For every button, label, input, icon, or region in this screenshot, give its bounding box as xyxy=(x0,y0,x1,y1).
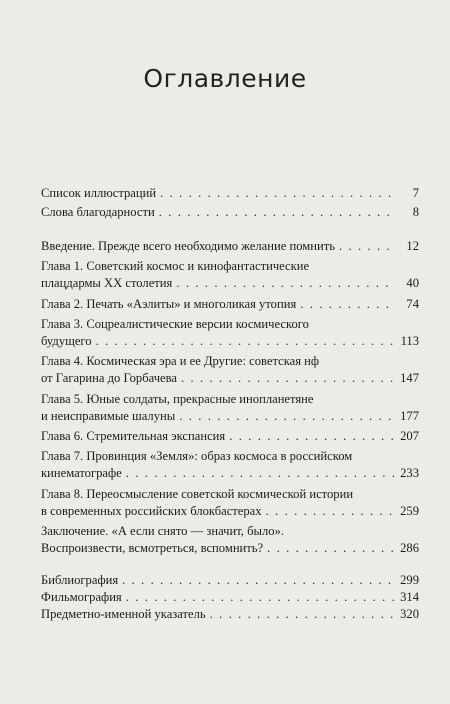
toc-entry-title: Глава 6. Стремительная экспансия xyxy=(41,429,226,444)
toc-row xyxy=(41,503,419,520)
chapters-list xyxy=(41,238,419,560)
dot-leader xyxy=(126,465,395,482)
toc-entry xyxy=(41,606,419,623)
toc-page-number: 177 xyxy=(400,408,419,423)
dot-leader xyxy=(176,275,395,292)
toc-entry xyxy=(41,296,419,313)
toc-entry-title-line: Заключение. «А если снято — значит, было». xyxy=(41,524,284,539)
front-matter-list xyxy=(41,185,419,223)
toc-page-number: 40 xyxy=(406,276,419,291)
dot-leader xyxy=(229,428,395,445)
toc-entry-title-line: Глава 3. Соцреалистические версии космического xyxy=(41,316,309,331)
toc-row xyxy=(41,204,419,221)
toc-row xyxy=(41,370,419,387)
toc-row xyxy=(41,572,419,589)
dot-leader xyxy=(181,370,395,387)
toc-row xyxy=(41,185,419,202)
toc-page-number: 113 xyxy=(400,334,419,349)
dot-leader xyxy=(122,572,395,589)
dot-leader xyxy=(160,185,395,202)
toc-entry-title: кинематографе xyxy=(41,466,122,481)
toc-entry-title: Фильмография xyxy=(41,590,122,605)
toc-row xyxy=(41,275,419,292)
dot-leader xyxy=(126,589,395,606)
toc-page-number: 147 xyxy=(400,371,419,386)
toc-row xyxy=(41,296,419,313)
dot-leader xyxy=(266,503,395,520)
toc-entry-title: Воспроизвести, всмотреться, вспомнить? xyxy=(41,541,264,556)
toc-entry xyxy=(41,523,419,557)
toc-row xyxy=(41,589,419,606)
toc-entry-title: плацдармы XX столетия xyxy=(41,276,173,291)
toc-page-number: 233 xyxy=(400,466,419,481)
toc-entry xyxy=(41,448,419,482)
dot-leader xyxy=(267,540,395,557)
toc-entry-title: Глава 2. Печать «Аэлиты» и многоликая утопия xyxy=(41,296,297,311)
toc-entry-title-line: Глава 7. Провинция «Земля»: образ космоса в российском xyxy=(41,449,353,464)
toc-entry xyxy=(41,185,419,202)
toc-row xyxy=(41,465,419,482)
toc-entry xyxy=(41,204,419,221)
toc-row xyxy=(41,540,419,557)
toc-page-number: 314 xyxy=(400,590,419,605)
toc-entry-title-line: Глава 1. Советский космос и кинофантастические xyxy=(41,259,310,274)
toc-page-number: 8 xyxy=(412,205,419,220)
toc-entry-title: в современных российских блокбастерах xyxy=(41,503,262,518)
toc-entry xyxy=(41,572,419,589)
toc-row xyxy=(41,428,419,445)
toc-page-number: 7 xyxy=(412,186,419,200)
dot-leader xyxy=(179,408,395,425)
toc-row xyxy=(41,408,419,425)
toc-entry-title: Библиография xyxy=(41,573,119,587)
toc-page-number: 74 xyxy=(406,296,419,311)
toc-page-number: 12 xyxy=(406,239,419,253)
toc-row xyxy=(41,333,419,350)
toc-page-number: 207 xyxy=(400,429,419,444)
toc-entry-title: Слова благодарности xyxy=(41,205,155,220)
toc-entry xyxy=(41,589,419,606)
toc-entry xyxy=(41,428,419,445)
toc-entry xyxy=(41,391,419,425)
toc-page-number: 286 xyxy=(400,541,419,556)
toc-row xyxy=(41,606,419,623)
dot-leader xyxy=(159,204,395,221)
dot-leader xyxy=(300,296,395,313)
toc-entry-title: будущего xyxy=(41,334,92,349)
toc-page-number: 320 xyxy=(400,607,419,622)
toc-entry xyxy=(41,353,419,387)
dot-leader xyxy=(339,238,395,255)
toc-entry-title: от Гагарина до Горбачева xyxy=(41,371,178,386)
dot-leader xyxy=(96,333,395,350)
toc-entry-title-line: Глава 5. Юные солдаты, прекрасные инопланетяне xyxy=(41,391,314,406)
toc-page-number: 259 xyxy=(400,503,419,518)
toc-entry-title: и неисправимые шалуны xyxy=(41,408,176,423)
toc-entry-title-line: Глава 4. Космическая эра и ее Другие: советская нф xyxy=(41,354,320,369)
back-matter-list xyxy=(41,572,419,624)
toc-entry-title-line: Глава 8. Переосмысление советской космической истории xyxy=(41,486,354,501)
toc-entry xyxy=(41,316,419,350)
toc-entry-title: Предметно-именной указатель xyxy=(41,607,206,622)
toc-entry-title: Список иллюстраций xyxy=(41,186,157,200)
page-title: Оглавление xyxy=(143,64,307,93)
toc-row xyxy=(41,238,419,255)
toc-entry xyxy=(41,486,419,520)
dot-leader xyxy=(210,606,395,623)
toc-page-number: 299 xyxy=(400,573,419,587)
toc-entry xyxy=(41,258,419,292)
toc-entry-title: Введение. Прежде всего необходимо желание помнить xyxy=(41,239,335,253)
toc-entry xyxy=(41,238,419,255)
